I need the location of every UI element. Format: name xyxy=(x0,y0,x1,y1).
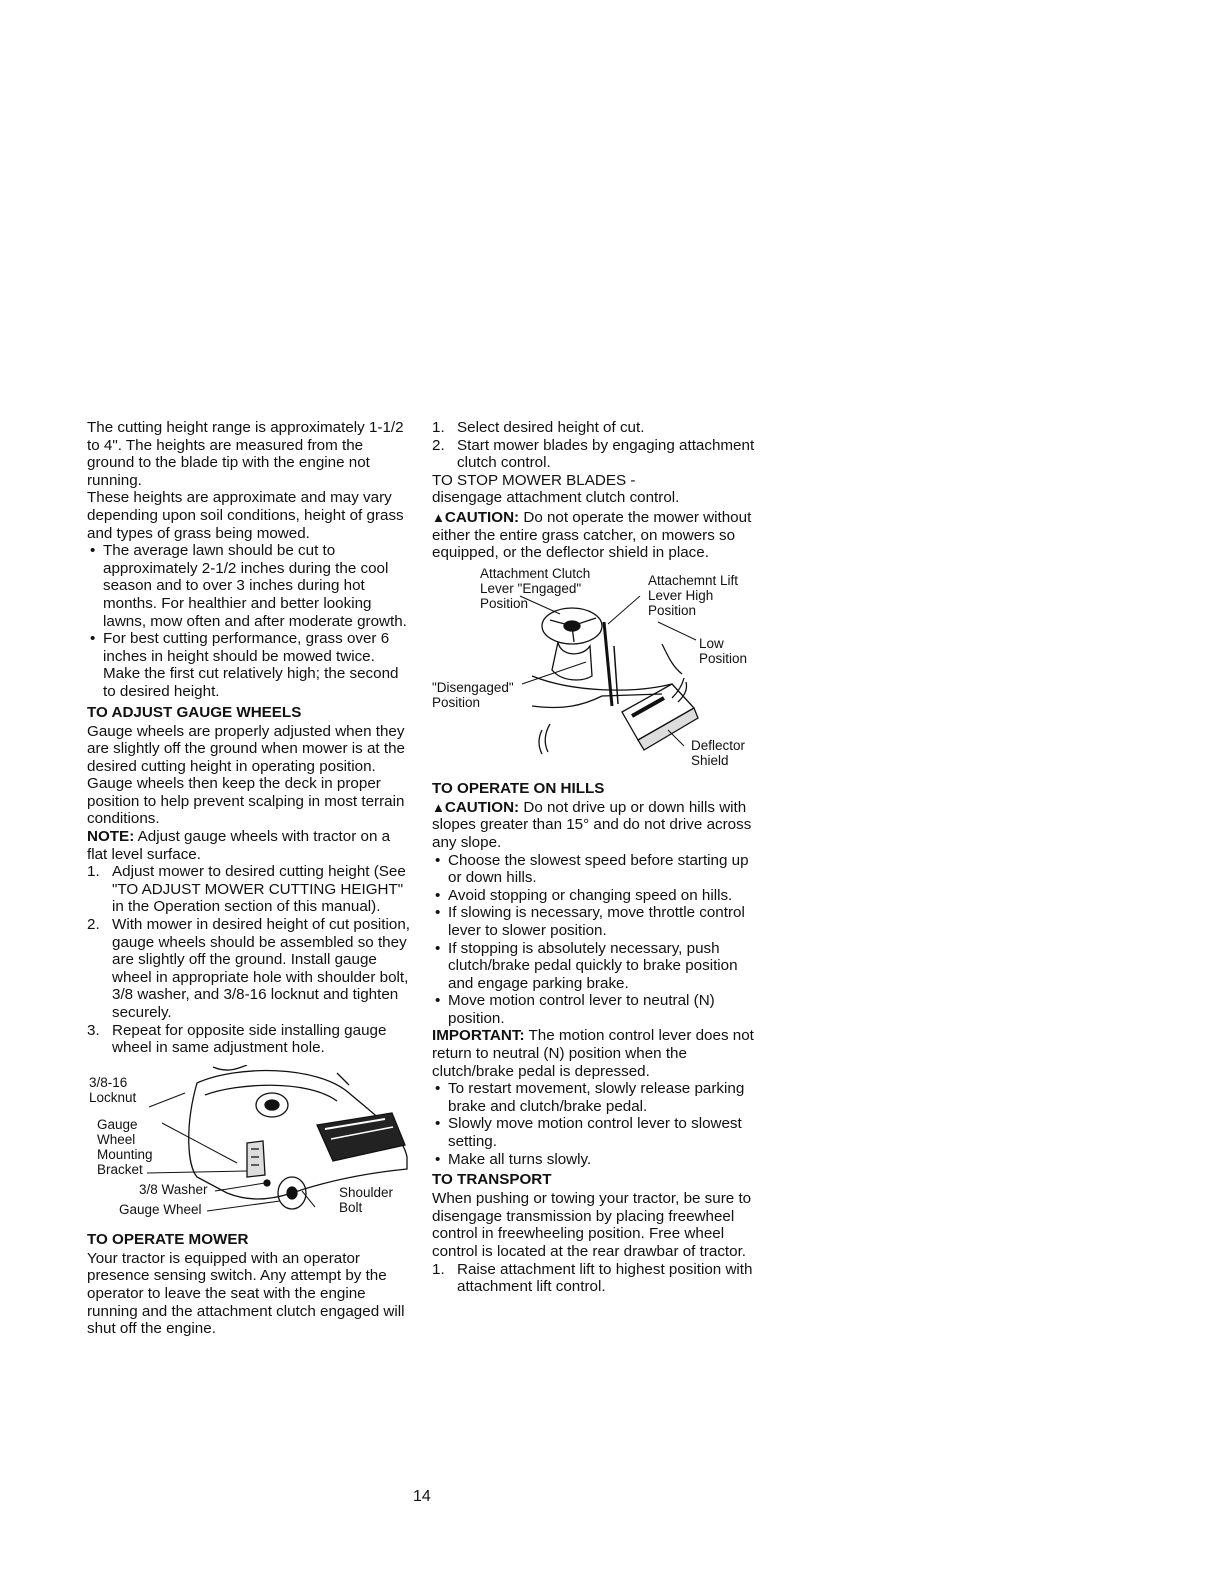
caution-text: Do not operate the mower without either the entire grass catcher, on mowers so equipped, or the deflector shield in place. xyxy=(432,508,752,562)
right-column xyxy=(432,419,762,1296)
hills-heading: TO OPERATE ON HILLS xyxy=(432,779,605,797)
list-item xyxy=(432,419,762,437)
deflector-label-1: Deflector xyxy=(691,737,746,753)
shoulder-bolt-label-2: Bolt xyxy=(339,1199,363,1215)
list-item xyxy=(87,916,414,1022)
bracket-label-4: Bracket xyxy=(97,1161,143,1177)
restart-list xyxy=(432,1080,762,1168)
gauge-wheel-label: Gauge Wheel xyxy=(119,1201,202,1217)
transport-steps-list xyxy=(432,1261,762,1296)
list-item xyxy=(87,863,414,916)
bracket-label-2: Wheel xyxy=(97,1131,136,1147)
step-number: 2. xyxy=(87,916,100,934)
important-text: The motion control lever does not return to neutral (N) position when the clutch/brake pedal is depressed. xyxy=(432,1027,754,1080)
left-column xyxy=(87,419,414,1338)
disengaged-label-2: Position xyxy=(432,694,481,710)
page-number: 14 xyxy=(413,1488,431,1505)
stop-blades-line-2: disengage attachment clutch control. xyxy=(432,489,680,507)
low-label-2: Position xyxy=(699,650,748,666)
intro-paragraph-2: These heights are approximate and may vary depending upon soil conditions, height of grass and types of grass being mowed. xyxy=(87,489,404,542)
operate-steps-list xyxy=(432,419,762,472)
disengaged-label-1: "Disengaged" xyxy=(432,679,514,695)
bracket-label-3: Mounting xyxy=(97,1146,153,1162)
step-number: 1. xyxy=(432,419,445,436)
clutch-lever-figure xyxy=(432,565,762,768)
step-text: Raise attachment lift to highest position with attachment lift control. xyxy=(457,1260,753,1296)
step-number: 1. xyxy=(432,1260,445,1278)
list-item: • If slowing is necessary, move throttle control lever to slower position. xyxy=(432,904,762,939)
stop-blades-line-1: TO STOP MOWER BLADES - xyxy=(432,471,636,489)
transport-paragraph: When pushing or towing your tractor, be sure to disengage transmission by placing freewheel control in freewheeling position. Free wheel control is located at the rear drawbar of tractor. xyxy=(432,1190,752,1260)
step-text: Repeat for opposite side installing gauge wheel in same adjustment hole. xyxy=(112,1021,387,1057)
list-item: • The average lawn should be cut to approximately 2-1/2 inches during the cool season and to over 3 inches during hot months. For healthier and better looking lawns, mow often and after moderate growth. xyxy=(87,542,414,630)
transport-heading: TO TRANSPORT xyxy=(432,1171,552,1189)
clutch-label-1: Attachment Clutch xyxy=(480,565,591,581)
list-item: • Move motion control lever to neutral (N) position. xyxy=(432,992,762,1027)
list-item: • For best cutting performance, grass over 6 inches in height should be mowed twice. Make the first cut relatively high; the second to desired height. xyxy=(87,630,414,700)
hills-list xyxy=(432,852,762,1028)
shoulder-bolt-label-1: Shoulder xyxy=(339,1184,394,1200)
list-item: • Make all turns slowly. xyxy=(432,1151,762,1169)
lift-label-3: Position xyxy=(648,602,697,618)
list-item: • Slowly move motion control lever to slowest setting. xyxy=(432,1115,762,1150)
warning-triangle-icon: ▲ xyxy=(432,799,445,815)
clutch-label-2: Lever "Engaged" xyxy=(480,580,582,596)
step-text: Adjust mower to desired cutting height (See "TO ADJUST MOWER CUTTING HEIGHT" in the Operation section of this manual). xyxy=(112,863,406,916)
warning-triangle-icon: ▲ xyxy=(432,509,445,525)
deflector-label-2: Shield xyxy=(691,752,729,768)
list-item: • If stopping is absolutely necessary, push clutch/brake pedal quickly to brake position and engage parking brake. xyxy=(432,940,762,993)
cutting-tips-list xyxy=(87,542,414,700)
caution-paragraph-1 xyxy=(432,509,762,562)
important-paragraph xyxy=(432,1027,762,1080)
caution-word: CAUTION: xyxy=(444,508,520,526)
list-item xyxy=(432,437,762,472)
caution-paragraph-2 xyxy=(432,799,762,852)
step-text: With mower in desired height of cut position, gauge wheels should be assembled so they are slightly off the ground. Install gauge wheel in appropriate hole with shoulder bolt, 3/8 washer, and 3/8-16 locknut and tighten securely. xyxy=(112,916,410,1021)
bracket-label-1: Gauge xyxy=(97,1116,138,1132)
gauge-wheels-paragraph: Gauge wheels are properly adjusted when they are slightly off the ground when mower is at the desired cutting height in operating position. Gauge wheels then keep the deck in proper position to help prevent scalping in most terrain conditions. xyxy=(87,722,405,828)
important-label: IMPORTANT: xyxy=(432,1027,525,1045)
caution-label xyxy=(432,799,519,816)
list-item: • Avoid stopping or changing speed on hills. xyxy=(432,887,762,905)
caution-text: Do not drive up or down hills with slopes greater than 15° and do not drive across any slope. xyxy=(432,798,752,851)
gauge-wheel-figure xyxy=(87,1065,414,1225)
operate-mower-heading: TO OPERATE MOWER xyxy=(87,1230,249,1248)
step-number: 2. xyxy=(432,436,445,454)
list-item xyxy=(432,1261,762,1296)
caution-word: CAUTION: xyxy=(444,798,520,816)
step-number: 1. xyxy=(87,863,100,881)
lift-label-2: Lever High xyxy=(648,587,714,603)
note-paragraph xyxy=(87,828,414,863)
washer-label: 3/8 Washer xyxy=(139,1181,208,1197)
intro-paragraph-1: The cutting height range is approximately 1-1/2 to 4". The heights are measured from the ground to the blade tip with the engine not running. xyxy=(87,419,404,489)
gauge-steps-list xyxy=(87,863,414,1057)
operate-mower-paragraph: Your tractor is equipped with an operator presence sensing switch. Any attempt by the operator to leave the seat with the engine running and the attachment clutch engaged will shut off the engine. xyxy=(87,1249,405,1338)
note-label: NOTE: xyxy=(87,828,135,846)
gauge-wheels-heading: TO ADJUST GAUGE WHEELS xyxy=(87,703,302,721)
gauge-wheel-illustration xyxy=(87,1065,414,1225)
list-item: • To restart movement, slowly release parking brake and clutch/brake pedal. xyxy=(432,1080,762,1115)
note-text: Adjust gauge wheels with tractor on a flat level surface. xyxy=(87,828,391,863)
list-item: • Choose the slowest speed before starting up or down hills. xyxy=(432,852,762,887)
locknut-label-1: 3/8-16 xyxy=(89,1074,128,1090)
low-label-1: Low xyxy=(699,635,724,651)
caution-label xyxy=(432,509,519,526)
list-item xyxy=(87,1022,414,1057)
step-text: Select desired height of cut. xyxy=(457,419,645,436)
clutch-label-3: Position xyxy=(480,595,529,611)
step-number: 3. xyxy=(87,1021,100,1039)
step-text: Start mower blades by engaging attachment clutch control. xyxy=(457,436,755,472)
locknut-label-2: Locknut xyxy=(89,1089,137,1105)
lift-label-1: Attachemnt Lift xyxy=(648,572,739,588)
